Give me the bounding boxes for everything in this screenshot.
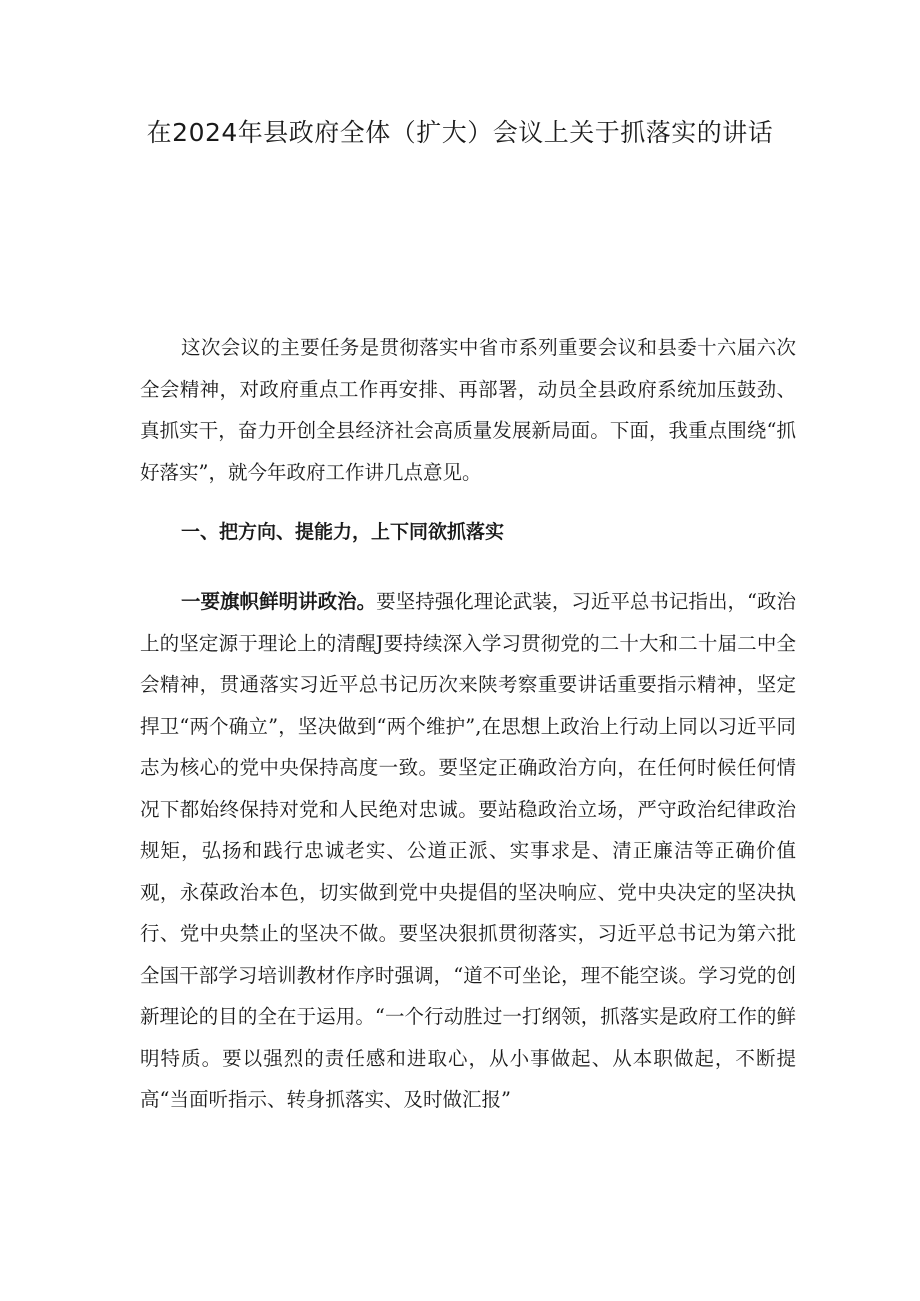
paragraph-body: 要坚持强化理论武装，习近平总书记指出，“政治上的坚定源于理论上的清醒J要持续深入学习贯彻党的二十大和二十届二中全会精神，贯通落实习近平总书记历次来陕考察重要讲话重要指示精神，坚定捍卫“两个确立”，坚决做到“两个维护”,在思想上政治上行动上同以习近平同志为核心的党中央保持高度一致。要坚定正确政治方向，在任何时候任何情况下都始终保持对党和人民绝对忠诚。要站稳政治立场，严守政治纪律政治规矩，弘扬和践行忠诚老实、公道正派、实事求是、清正廉洁等正确价值观，永葆政治本色，切实做到党中央提倡的坚决响应、党中央决定的坚决执行、党中央禁止的坚决不做。要坚决狠抓贯彻落实，习近平总书记为第六批全国干部学习培训教材作序时强调，“道不可坐论，理不能空谈。学习党的创新理论的目的全在于运用。“一个行动胜过一打纲领，抓落实是政府工作的鲜明特质。要以强烈的责任感和进取心，从小事做起、从本职做起，不断提高“当面听指示、转身抓落实、及时做汇报” [140, 590, 796, 1111]
paragraph-lead: 一要旗帜鲜明讲政治。 [181, 590, 377, 613]
section-heading: 一、把方向、提能力，上下同欲抓落实 [181, 521, 505, 543]
intro-paragraph: 这次会议的主要任务是贯彻落实中省市系列重要会议和县委十六届六次全会精神，对政府重点工作再安排、再部署，动员全县政府系统加压鼓劲、真抓实干，奋力开创全县经济社会高质量发展新局面。下面，我重点围绕“抓好落实”，就今年政府工作讲几点意见。 [140, 336, 796, 484]
document-title: 在2024年县政府全体（扩大）会议上关于抓落实的讲话 [146, 118, 774, 147]
section-paragraph [140, 581, 796, 1121]
